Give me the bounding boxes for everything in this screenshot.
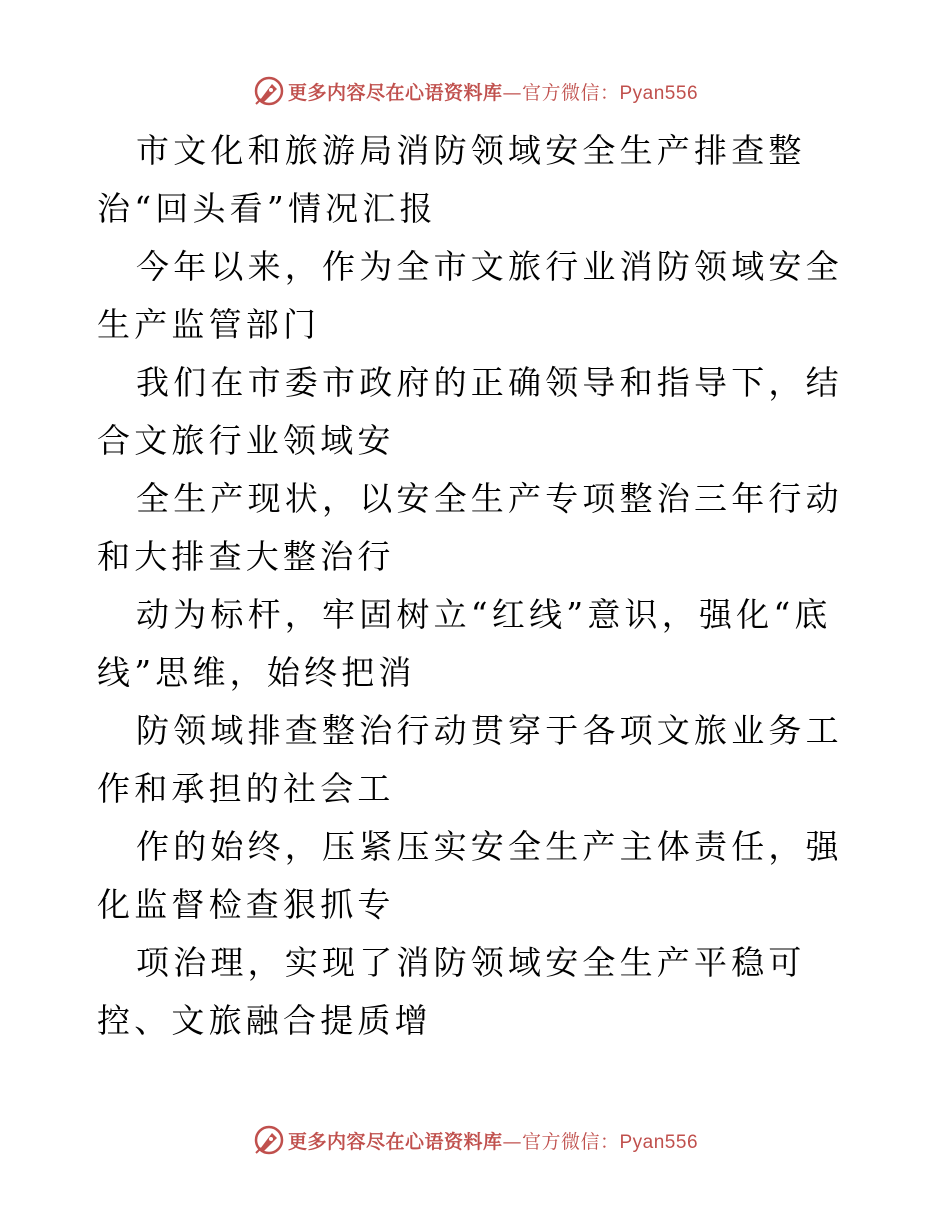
footer-separator: — (502, 1130, 522, 1153)
footer-banner-text (288, 1127, 698, 1154)
paragraph-title: 市文化和旅游局消防领域安全生产排查整治“回头看”情况汇报 (97, 131, 806, 228)
footer-wechat-id: Pyan556 (619, 1131, 699, 1153)
paragraph: 项治理，实现了消防领域安全生产平稳可控、文旅融合提质增 (97, 943, 806, 1040)
paragraph: 作的始终，压紧压实安全生产主体责任，强化监督检查狠抓专 (97, 827, 843, 924)
footer-wechat-label: 官方微信： (521, 1130, 620, 1153)
header-wechat-label: 官方微信： (521, 81, 620, 104)
paragraph: 今年以来，作为全市文旅行业消防领域安全生产监管部门 (97, 247, 843, 344)
footer-brand: 更多内容尽在心语资料库 (287, 1130, 503, 1153)
header-brand: 更多内容尽在心语资料库 (287, 81, 503, 104)
header-separator: — (502, 81, 522, 104)
document-body (97, 122, 857, 1050)
paragraph: 我们在市委市政府的正确领导和指导下，结合文旅行业领域安 (97, 363, 843, 460)
header-wechat-id: Pyan556 (619, 82, 699, 104)
paragraph: 全生产现状，以安全生产专项整治三年行动和大排查大整治行 (97, 479, 843, 576)
paragraph: 动为标杆，牢固树立“红线”意识，强化“底线”思维，始终把消 (97, 595, 832, 692)
pen-nib-logo-icon (252, 1123, 286, 1157)
header-banner (0, 71, 950, 111)
footer-banner (0, 1120, 950, 1160)
pen-nib-logo-icon (252, 74, 286, 108)
paragraph: 防领域排查整治行动贯穿于各项文旅业务工作和承担的社会工 (97, 711, 843, 808)
header-banner-text (288, 78, 698, 105)
